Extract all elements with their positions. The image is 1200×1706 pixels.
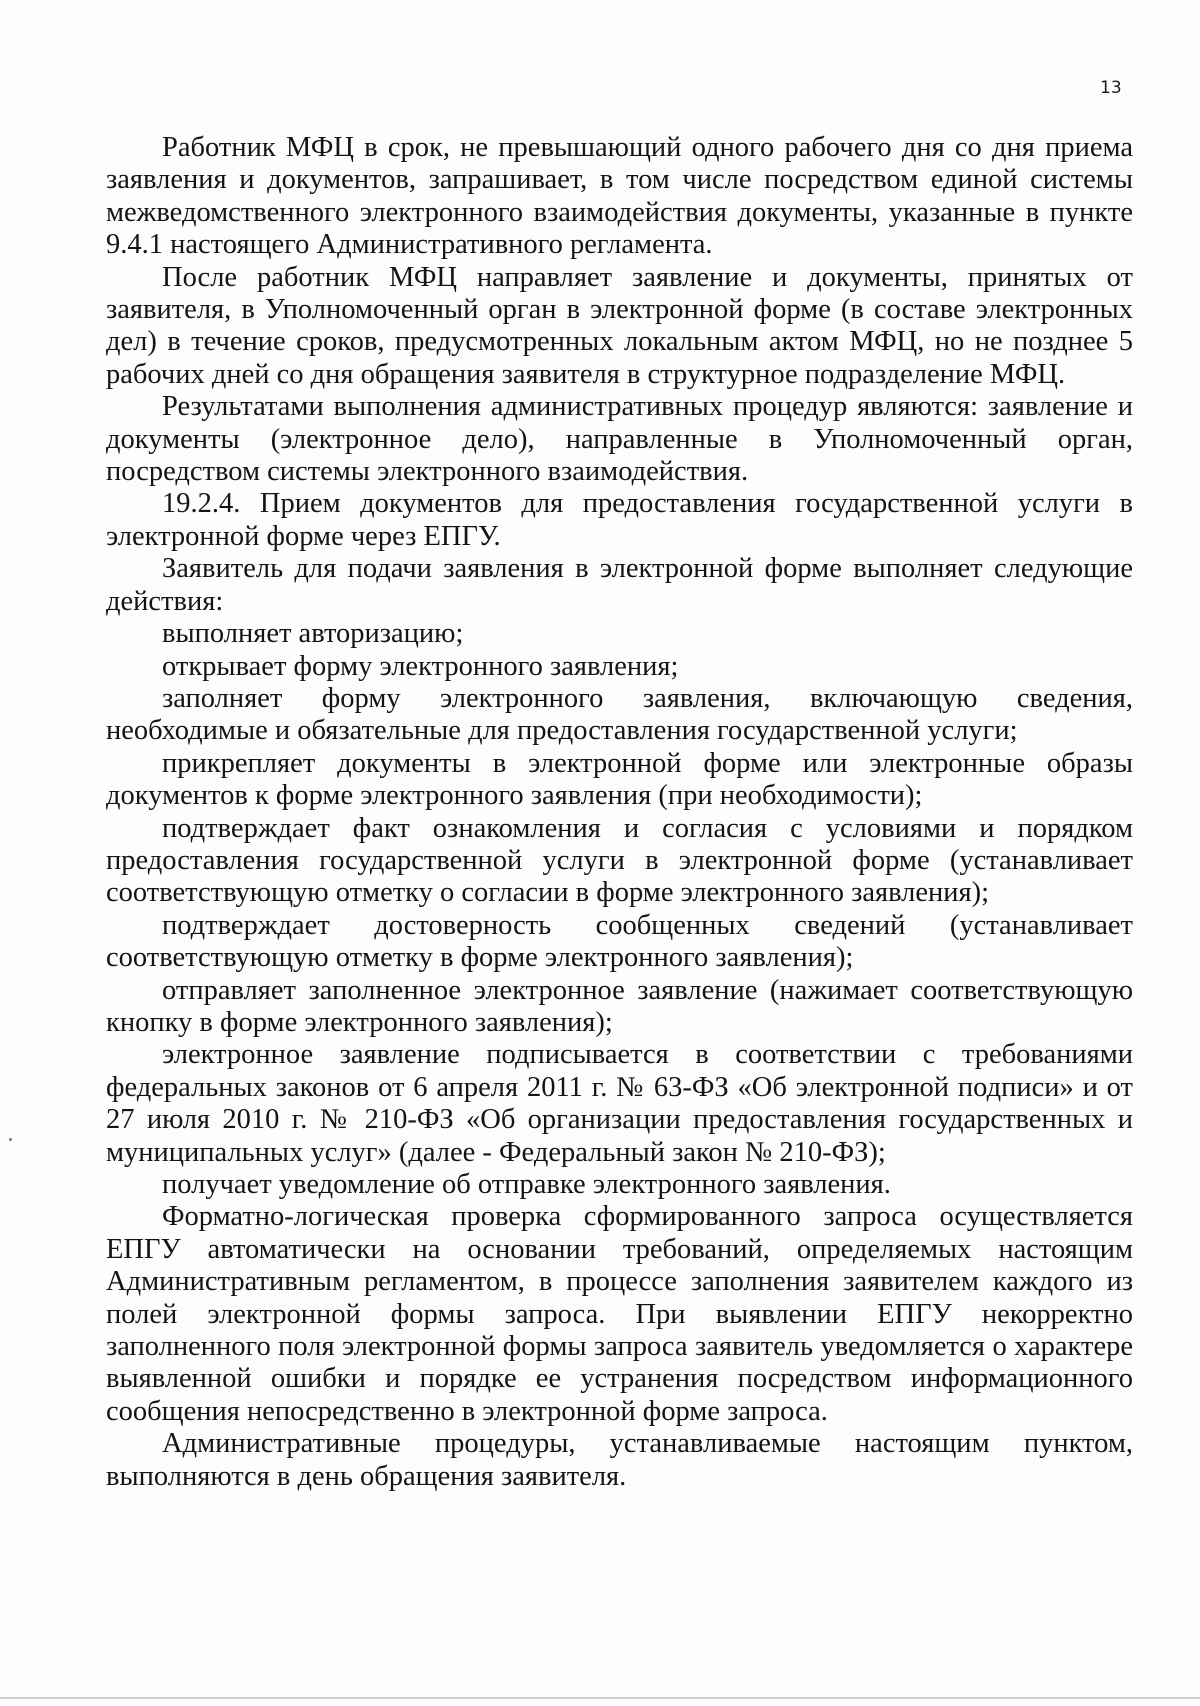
scan-edge-line bbox=[0, 1697, 1200, 1699]
page-number: 13 bbox=[1100, 78, 1122, 98]
list-item: электронное заявление подписывается в соответствии с требованиями федеральных законов от 6 апреля 2011 г. № 63-ФЗ «Об электронной подписи» и от 27 июля 2010 г. № 210-ФЗ «Об организации предоставления государственных и муниципальных услуг» (далее - Федеральный закон № 210-ФЗ); bbox=[106, 1039, 1133, 1168]
document-body bbox=[106, 132, 1133, 1493]
paragraph: Заявитель для подачи заявления в электронной форме выполняет следующие действия: bbox=[106, 553, 1133, 617]
list-item: отправляет заполненное электронное заявление (нажимает соответствующую кнопку в форме электронного заявления); bbox=[106, 974, 1133, 1038]
paragraph: Административные процедуры, устанавливаемые настоящим пунктом, выполняются в день обращения заявителя. bbox=[106, 1428, 1133, 1492]
list-item: подтверждает достоверность сообщенных сведений (устанавливает соответствующую отметку в форме электронного заявления); bbox=[106, 909, 1133, 974]
paragraph: 19.2.4. Прием документов для предоставления государственной услуги в электронной форме через ЕПГУ. bbox=[106, 488, 1133, 552]
list-item: заполняет форму электронного заявления, включающую сведения, необходимые и обязательные для предоставления государственной услуги; bbox=[106, 682, 1133, 747]
list-item: выполняет авторизацию; bbox=[162, 618, 464, 650]
list-item: подтверждает факт ознакомления и согласия с условиями и порядком предоставления государственной услуги в электронной форме (устанавливает соответствующую отметку о согласии в форме электронного заявления); bbox=[106, 812, 1133, 909]
scan-speck bbox=[9, 1138, 12, 1141]
paragraph: Работник МФЦ в срок, не превышающий одного рабочего дня со дня приема заявления и документов, запрашивает, в том числе посредством единой системы межведомственного электронного взаимодействия документы, указанные в пункте 9.4.1 настоящего Административного регламента. bbox=[106, 132, 1133, 261]
paragraph: После работник МФЦ направляет заявление и документы, принятых от заявителя, в Уполномоченный орган в электронной форме (в составе электронных дел) в течение сроков, предусмотренных локальным актом МФЦ, но не позднее 5 рабочих дней со дня обращения заявителя в структурное подразделение МФЦ. bbox=[106, 261, 1133, 390]
list-item: открывает форму электронного заявления; bbox=[162, 650, 679, 682]
list-item: прикрепляет документы в электронной форме или электронные образы документов к форме электронного заявления (при необходимости); bbox=[106, 747, 1133, 812]
list-item: получает уведомление об отправке электронного заявления. bbox=[162, 1169, 891, 1200]
paragraph: Результатами выполнения административных процедур являются: заявление и документы (электронное дело), направленные в Уполномоченный орган, посредством системы электронного взаимодействия. bbox=[106, 391, 1133, 488]
paragraph: Форматно-логическая проверка сформированного запроса осуществляется ЕПГУ автоматически на основании требований, определяемых настоящим Административным регламентом, в процессе заполнения заявителем каждого из полей электронной формы запроса. При выявлении ЕПГУ некорректно заполненного поля электронной формы запроса заявитель уведомляется о характере выявленной ошибки и порядке ее устранения посредством информационного сообщения непосредственно в электронной форме запроса. bbox=[106, 1201, 1133, 1427]
